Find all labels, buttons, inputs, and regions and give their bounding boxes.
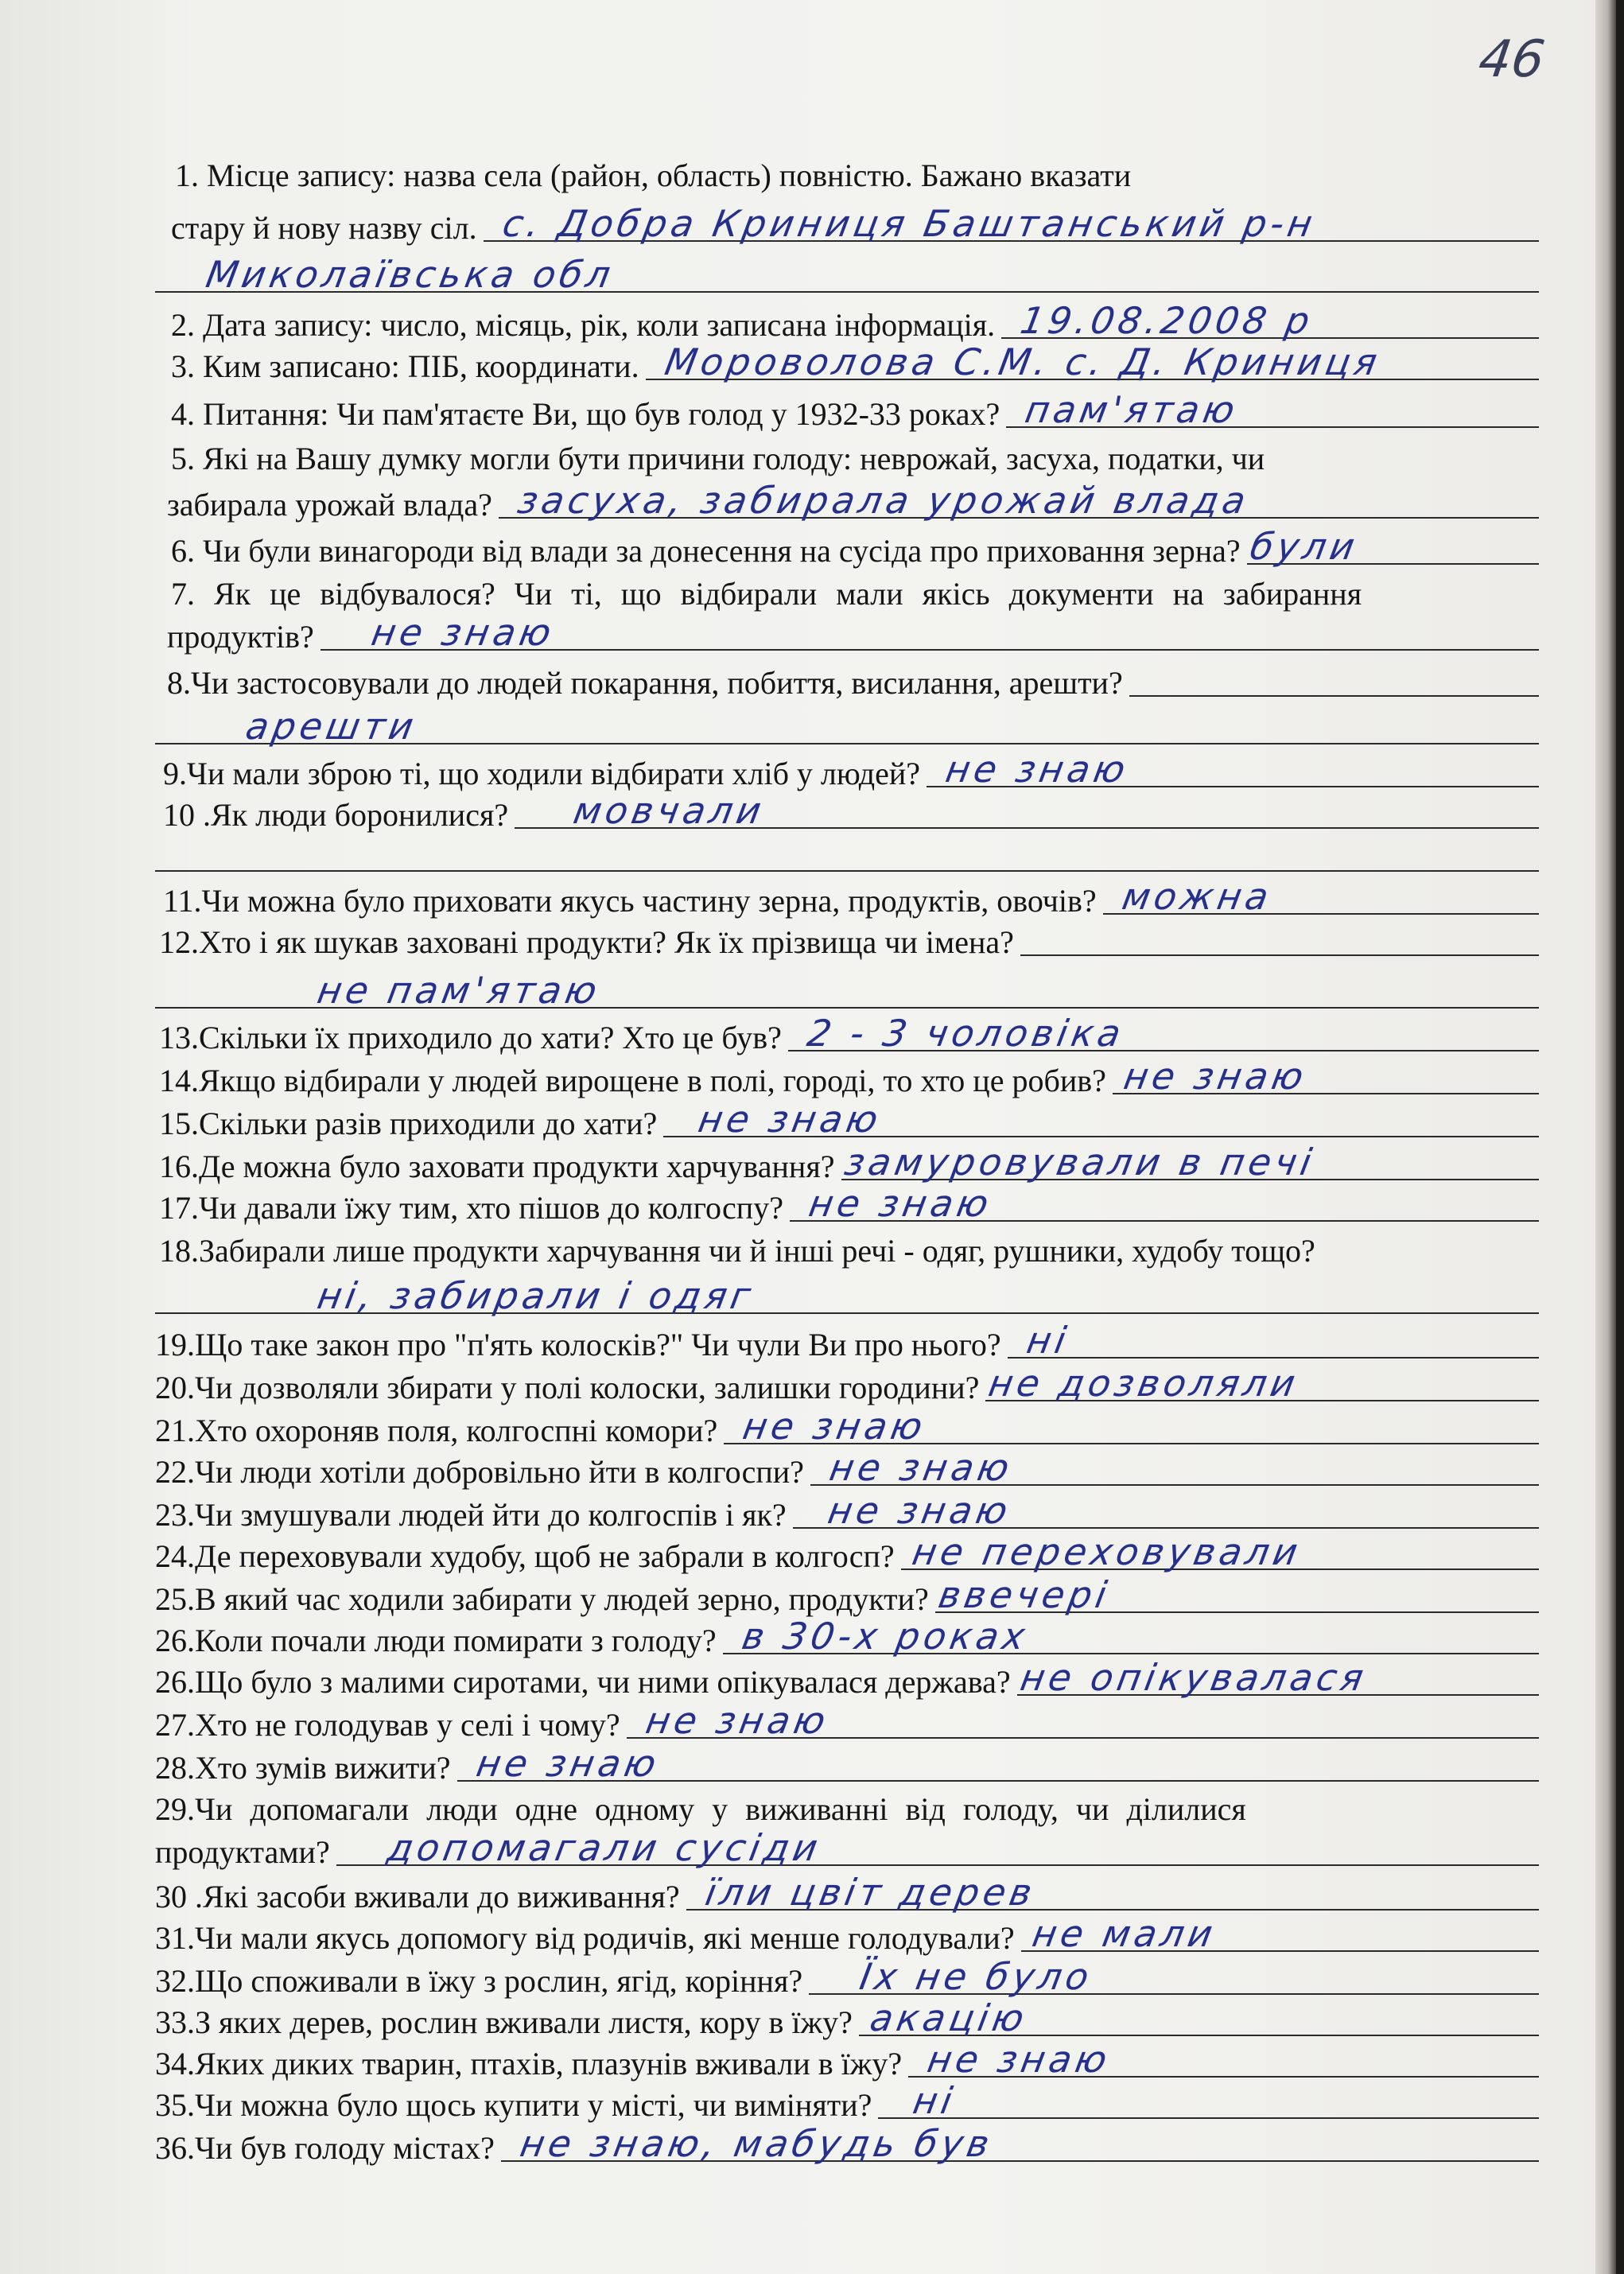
handwritten-answer: не знаю [1120,1055,1311,1098]
question-text: 23.Чи змушували людей йти до колгоспів і як? [155,1497,787,1533]
question-text: 17.Чи давали їжу тим, хто пішов до колгоспу? [159,1190,783,1226]
question-text: 30 .Які засоби вживали до виживання? [155,1879,680,1914]
question-12 [155,919,1539,961]
question-text: продуктами? [155,1834,330,1870]
page-number: 46 [1474,30,1548,89]
question-text: 19.Що таке закон про "п'ять колосків?" Чи чули Ви про нього? [155,1327,1001,1362]
question-13 [155,1012,1539,1056]
handwritten-answer: не знаю [924,2038,1115,2081]
handwritten-answer: 19.08.2008 р [1017,299,1317,342]
handwritten-answer: не знаю [805,1182,996,1225]
question-35 [155,2079,1539,2124]
question-text: 9.Чи мали зброю ті, що ходили відбирати хліб у людей? [163,756,921,791]
question-text: 1. Місце запису: назва села (район, область) повністю. Бажано вказати [175,157,1132,193]
handwritten-answer: ні, забирали і одяг [314,1274,759,1317]
answer-field[interactable] [927,748,1539,791]
question-33 [155,1996,1539,2041]
question-7-line-1 [155,571,1539,612]
question-5-line-2 [155,479,1539,523]
question-text: 12.Хто і як шукав заховані продукти? Як їх прізвища чи імена? [159,924,1014,960]
question-24 [155,1530,1539,1575]
question-1-line-3 [155,253,1539,297]
answer-field[interactable] [663,1098,1539,1141]
handwritten-answer: Мороволова С.М. с. Д. Криниця [661,340,1385,383]
question-34 [155,2038,1539,2082]
answer-field[interactable] [336,1826,1539,1869]
question-7-line-2 [155,611,1539,655]
question-text: 31.Чи мали якусь допомогу від родичів, які менше голодували? [155,1920,1015,1956]
answer-field[interactable] [155,705,1539,748]
answer-field[interactable] [878,2079,1539,2122]
question-text: 34.Яких диких тварин, птахів, плазунів вживали в їжу? [155,2046,903,2082]
handwritten-answer: допомагали сусіди [383,1826,825,1869]
answer-field[interactable] [646,340,1539,383]
question-text: 33.З яких дерев, рослин вживали листя, кору в їжу? [155,2004,853,2040]
handwritten-answer: Їх не було [857,1955,1097,1998]
handwritten-answer: були [1246,525,1362,568]
question-8 [155,660,1539,702]
question-10-extra-line [155,835,1539,877]
question-20 [155,1362,1539,1406]
question-text: 18.Забирали лише продукти харчування чи й інші речі - одяг, рушники, худобу тощо? [159,1233,1315,1269]
question-text: 10 .Як люди боронилися? [163,797,509,833]
question-29-line-1 [155,1786,1539,1828]
question-3 [155,340,1539,385]
answer-field[interactable] [985,1362,1539,1405]
question-5-line-1 [155,436,1539,477]
question-26b [155,1656,1539,1701]
question-8-answer-line [155,705,1539,749]
question-19 [155,1319,1539,1363]
handwritten-answer: не дозволяли [985,1362,1303,1405]
question-text: 6. Чи були винагороди від влади за донесення на сусіда про приховання зерна? [171,533,1241,569]
question-18 [155,1228,1539,1269]
question-21 [155,1405,1539,1449]
handwritten-answer: не мали [1028,1912,1220,1955]
question-32 [155,1955,1539,2000]
question-text: 20.Чи дозволяли збирати у полі колоски, залишки городини? [155,1370,980,1405]
handwritten-answer: Миколаївська обл [203,253,618,296]
answer-field[interactable] [1113,1055,1539,1098]
handwritten-answer: не знаю [942,748,1133,791]
handwritten-answer: не переховували [908,1530,1305,1573]
question-text: 32.Що споживали в їжу з рослин, ягід, коріння? [155,1963,803,1999]
handwritten-answer: їли цвіт дерев [701,1871,1039,1914]
answer-field[interactable] [788,1012,1539,1055]
handwritten-answer: не знаю [472,1742,663,1785]
handwritten-answer: не знаю [740,1405,930,1448]
question-text: 29.Чи допомагали люди одне одному у виживанні від голоду, чи ділилися [155,1791,1246,1827]
answer-field[interactable] [723,1615,1539,1658]
question-22 [155,1446,1539,1491]
question-17 [155,1182,1539,1226]
answer-field[interactable] [1001,299,1539,342]
answer-field[interactable] [934,1573,1539,1616]
answer-field[interactable] [501,2122,1539,2165]
question-31 [155,1912,1539,1957]
question-1-line-1 [155,153,1539,194]
question-text: 24.Де переховували худобу, щоб не забрали в колгосп? [155,1538,895,1574]
question-text: 16.Де можна було заховати продукти харчування? [159,1149,835,1184]
question-text: 15.Скільки разів приходили до хати? [159,1106,658,1141]
question-text: 25.В який час ходили забирати у людей зерно, продукти? [155,1581,929,1617]
answer-field[interactable] [321,611,1539,654]
question-text: стару й нову назву сіл. [171,210,477,246]
question-text: 5. Які на Вашу думку могли бути причини голоду: неврожай, засуха, податки, чи [171,441,1265,476]
question-14 [155,1055,1539,1099]
handwritten-answer: ні [1023,1319,1074,1362]
answer-field[interactable] [1016,1656,1539,1699]
handwritten-answer: засуха, забирала урожай влада [514,479,1253,522]
handwritten-answer: не знаю [695,1098,886,1141]
question-text: 22.Чи люди хотіли добровільно йти в колгоспи? [155,1454,804,1490]
handwritten-answer: акацію [866,1996,1032,2039]
handwritten-answer: арешти [243,705,422,748]
handwritten-answer: не знаю, мабудь був [516,2122,997,2165]
question-text: забирала урожай влада? [167,487,492,523]
handwritten-answer: ввечері [934,1573,1114,1616]
handwritten-answer: не знаю [826,1446,1016,1489]
answer-field[interactable] [809,1955,1539,1998]
question-text: 36.Чи був голоду містах? [155,2130,495,2166]
answer-field[interactable] [1008,1319,1539,1362]
answer-field[interactable] [810,1446,1539,1489]
handwritten-answer: 2 - 3 чоловіка [803,1012,1129,1055]
answer-field[interactable] [686,1871,1539,1914]
answer-field[interactable] [155,253,1539,296]
answer-field[interactable] [457,1742,1539,1785]
answer-field[interactable] [908,2038,1539,2081]
question-12-answer-line [155,969,1539,1013]
answer-field[interactable] [841,1141,1540,1184]
question-text: 27.Хто не голодував у селі і чому? [155,1707,620,1743]
question-text: 26.Коли почали люди помирати з голоду? [155,1623,717,1658]
answer-field[interactable] [484,202,1539,245]
answer-field[interactable] [901,1530,1539,1573]
handwritten-answer: не пам'ятаю [314,969,604,1012]
question-4 [155,388,1539,433]
question-25 [155,1573,1539,1618]
handwritten-answer: мовчали [570,789,769,832]
question-text: 4. Питання: Чи пам'ятаєте Ви, що був голод у 1932-33 роках? [171,396,1000,432]
answer-field[interactable] [1006,388,1539,431]
question-text: продуктів? [167,619,314,655]
handwritten-answer: можна [1118,875,1276,918]
answer-field[interactable] [1129,659,1539,697]
question-text: 8.Чи застосовували до людей покарання, побиття, висилання, арешти? [167,665,1123,701]
answer-field[interactable] [155,834,1539,872]
answer-field[interactable] [724,1405,1539,1448]
handwritten-answer: пам'ятаю [1022,388,1242,431]
question-29-line-2 [155,1826,1539,1871]
question-text: 3. Ким записано: ПІБ, координати. [171,348,639,384]
answer-field[interactable] [1246,525,1539,568]
answer-field[interactable] [515,789,1539,832]
question-text: 14.Якщо відбирали у людей вирощене в полі, городі, то хто це робив? [159,1063,1106,1098]
handwritten-answer: с. Добра Криниця Баштанський р-н [499,202,1319,245]
question-18-answer-line [155,1274,1539,1319]
question-26a [155,1615,1539,1659]
answer-field[interactable] [499,479,1539,522]
question-text: 26.Що було з малими сиротами, чи ними опікувалася держава? [155,1664,1011,1700]
question-11 [155,875,1539,919]
answer-field[interactable] [1103,875,1539,918]
answer-field[interactable] [1021,1912,1539,1955]
question-28 [155,1742,1539,1786]
answer-field[interactable] [155,1274,1539,1317]
question-text: 21.Хто охороняв поля, колгоспні комори? [155,1413,718,1448]
answer-field[interactable] [627,1699,1539,1742]
question-2 [155,299,1539,344]
question-6 [155,525,1539,569]
answer-field[interactable] [155,969,1539,1012]
question-16 [155,1141,1539,1185]
question-15 [155,1098,1539,1142]
answer-field[interactable] [1020,918,1539,956]
question-10 [155,789,1539,834]
handwritten-answer: не знаю [642,1699,833,1742]
question-36 [155,2122,1539,2167]
handwritten-answer: не опікувалася [1016,1656,1371,1699]
question-text: 11.Чи можна було приховати якусь частину зерна, продуктів, овочів? [163,883,1097,919]
answer-field[interactable] [793,1489,1539,1532]
answer-field[interactable] [790,1182,1539,1225]
question-9 [155,748,1539,792]
handwritten-answer: не знаю [824,1489,1015,1532]
handwritten-answer: ні [910,2079,960,2122]
handwritten-answer: замуровували в печі [841,1141,1319,1184]
question-text: 13.Скільки їх приходило до хати? Хто це був? [159,1020,782,1055]
question-1-line-2 [155,202,1539,247]
question-23 [155,1489,1539,1533]
handwritten-answer: не знаю [367,611,558,654]
question-text: 28.Хто зумів вижити? [155,1750,451,1786]
question-27 [155,1699,1539,1743]
answer-field[interactable] [859,1996,1539,2039]
question-text: 35.Чи можна було щось купити у місті, чи виміняти? [155,2087,872,2123]
handwritten-answer: в 30-х роках [738,1615,1032,1658]
question-text: 2. Дата запису: число, місяць, рік, коли записана інформація. [171,307,996,343]
question-30 [155,1871,1539,1915]
question-text: 7. Як це відбувалося? Чи ті, що відбирали мали якісь документи на забирання [171,576,1362,612]
